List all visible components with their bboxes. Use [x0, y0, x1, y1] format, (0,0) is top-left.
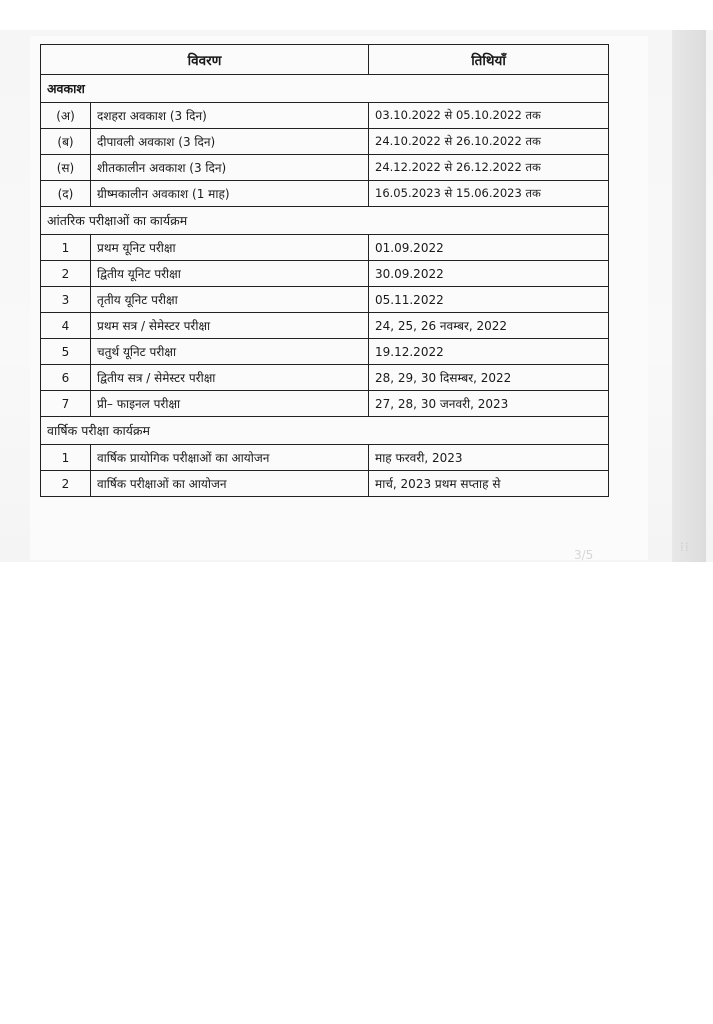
- table-row: [41, 339, 609, 365]
- table-row: [41, 129, 609, 155]
- header-description: विवरण: [41, 45, 369, 75]
- row-description: शीतकालीन अवकाश (3 दिन): [91, 155, 369, 181]
- table-row: [41, 287, 609, 313]
- table-row: [41, 365, 609, 391]
- header-dates: तिथियाँ: [369, 45, 609, 75]
- row-date: 24.10.2022 से 26.10.2022 तक: [369, 129, 609, 155]
- table-row: [41, 235, 609, 261]
- section-title: अवकाश: [41, 75, 609, 103]
- row-number: (अ): [41, 103, 91, 129]
- row-number: (ब): [41, 129, 91, 155]
- table-row: [41, 181, 609, 207]
- row-number: 4: [41, 313, 91, 339]
- row-date: 19.12.2022: [369, 339, 609, 365]
- schedule-table: [40, 44, 609, 497]
- section-title: आंतरिक परीक्षाओं का कार्यक्रम: [41, 207, 609, 235]
- row-number: 5: [41, 339, 91, 365]
- row-description: वार्षिक प्रायोगिक परीक्षाओं का आयोजन: [91, 445, 369, 471]
- row-date: 24, 25, 26 नवम्बर, 2022: [369, 313, 609, 339]
- row-date: 24.12.2022 से 26.12.2022 तक: [369, 155, 609, 181]
- row-number: 3: [41, 287, 91, 313]
- row-description: ग्रीष्मकालीन अवकाश (1 माह): [91, 181, 369, 207]
- row-description: प्रथम सत्र / सेमेस्टर परीक्षा: [91, 313, 369, 339]
- row-date: 05.11.2022: [369, 287, 609, 313]
- page-indicator: 3/5: [574, 548, 594, 562]
- table-header-row: [41, 45, 609, 75]
- row-description: दीपावली अवकाश (3 दिन): [91, 129, 369, 155]
- row-date: 16.05.2023 से 15.06.2023 तक: [369, 181, 609, 207]
- row-date: 27, 28, 30 जनवरी, 2023: [369, 391, 609, 417]
- row-number: 6: [41, 365, 91, 391]
- row-date: 28, 29, 30 दिसम्बर, 2022: [369, 365, 609, 391]
- section-holidays-row: [41, 75, 609, 103]
- row-description: द्वितीय सत्र / सेमेस्टर परीक्षा: [91, 365, 369, 391]
- row-date: मार्च, 2023 प्रथम सप्ताह से: [369, 471, 609, 497]
- row-date: 03.10.2022 से 05.10.2022 तक: [369, 103, 609, 129]
- row-description: चतुर्थ यूनिट परीक्षा: [91, 339, 369, 365]
- table-row: [41, 103, 609, 129]
- row-number: 1: [41, 445, 91, 471]
- photo-edge: [672, 30, 706, 562]
- scroll-dots: ⁞⁞: [680, 540, 690, 554]
- row-number: 1: [41, 235, 91, 261]
- row-description: तृतीय यूनिट परीक्षा: [91, 287, 369, 313]
- table-row: [41, 391, 609, 417]
- section-annual-exams-row: [41, 417, 609, 445]
- row-date: माह फरवरी, 2023: [369, 445, 609, 471]
- row-number: (स): [41, 155, 91, 181]
- row-description: द्वितीय यूनिट परीक्षा: [91, 261, 369, 287]
- table-row: [41, 445, 609, 471]
- row-date: 01.09.2022: [369, 235, 609, 261]
- section-internal-exams-row: [41, 207, 609, 235]
- table-row: [41, 261, 609, 287]
- row-number: (द): [41, 181, 91, 207]
- row-description: प्रथम यूनिट परीक्षा: [91, 235, 369, 261]
- row-number: 2: [41, 261, 91, 287]
- row-description: दशहरा अवकाश (3 दिन): [91, 103, 369, 129]
- row-date: 30.09.2022: [369, 261, 609, 287]
- row-description: प्री– फाइनल परीक्षा: [91, 391, 369, 417]
- section-title: वार्षिक परीक्षा कार्यक्रम: [41, 417, 609, 445]
- table-row: [41, 471, 609, 497]
- row-number: 7: [41, 391, 91, 417]
- table-row: [41, 155, 609, 181]
- table-row: [41, 313, 609, 339]
- row-number: 2: [41, 471, 91, 497]
- row-description: वार्षिक परीक्षाओं का आयोजन: [91, 471, 369, 497]
